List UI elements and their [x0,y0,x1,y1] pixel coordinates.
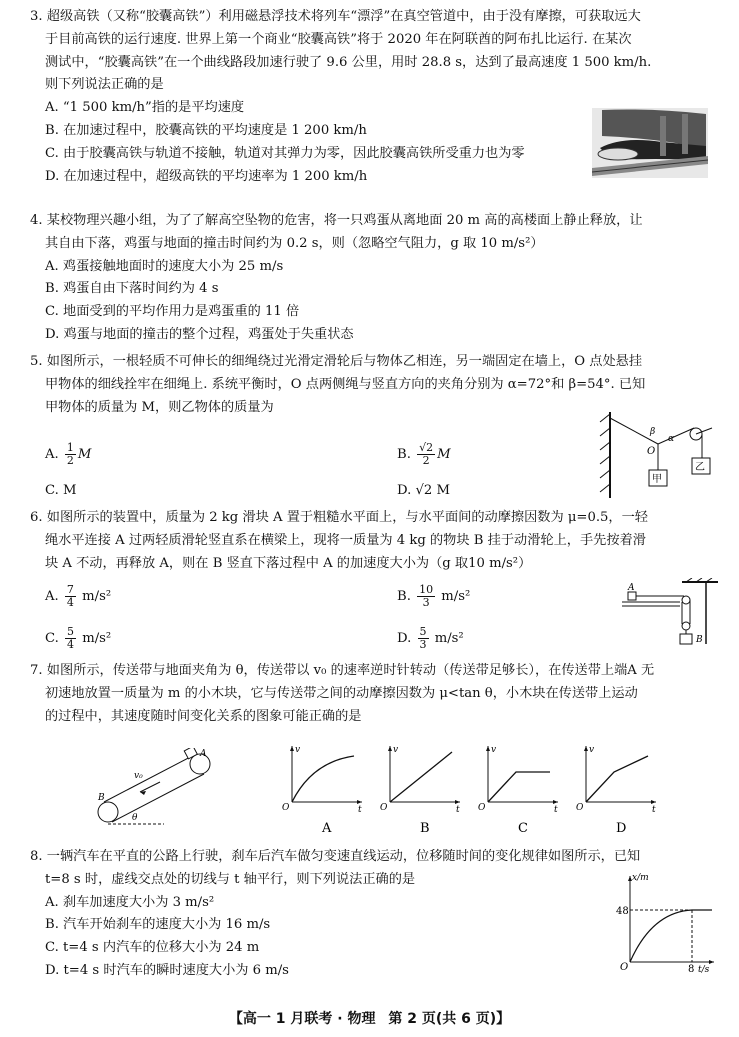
q5-fig-o-label: O [647,446,656,457]
q6-option-a-label: A. [45,589,59,604]
q7-graph-a-t-arrow [357,800,362,804]
q3-option-c: C. 由于胶囊高铁与轨道不接触，轨道对其弹力为零，因此胶囊高铁所受重力也为零 [45,145,525,161]
q7-graph-c-v-label: v [491,745,497,755]
q6-option-b-den: 3 [422,596,430,609]
q6-option-a [30,584,111,609]
q6-line-2: 绳水平连接 A 过两轻质滑轮竖直系在横梁上，现将一质量为 4 kg 的物块 B 挂于动滑轮上，手先按着滑 [45,532,646,548]
q6-option-d [382,626,464,651]
q7-graph-d-v-label: v [589,745,595,755]
q8-option-b: B. 汽车开始刹车的速度大小为 16 m/s [45,917,271,933]
q5-option-b [382,442,451,467]
q3-line-2: 于目前高铁的运行速度. 世界上第一个商业“胶囊高铁”将于 2020 年在阿联酋的阿布扎比运行. 在某次 [45,31,632,47]
q7-graph-d-t-arrow [651,800,656,804]
q7-graph-a-v-arrow [290,746,294,751]
q6-option-c-label: C. [45,631,59,646]
q7-fig-v0-label: v₀ [134,771,143,781]
q5-option-b-den: 2 [422,454,430,467]
q6-option-b-num: 10 [419,583,434,596]
q7-fig-theta-label: θ [132,813,138,823]
footer-title: 【高一 1 月联考 · 物理 [228,1011,376,1027]
page-footer [0,1008,739,1031]
q6-option-b-fraction [417,584,435,609]
q6-option-a-num: 7 [66,583,74,596]
q7-graph-b-t-label: t [456,805,460,815]
q7-graph-d-curve [586,756,648,802]
question-7 [30,660,720,728]
q7-graph-d-t-label: t [652,805,656,815]
q5-option-a-label: A. [45,447,59,462]
q5-line-2: 甲物体的细线拴牢在细绳上. 系统平衡时，O 点两侧绳与竖直方向的夹角分别为 α=72°和 β=54°. 已知 [45,376,646,392]
q3-option-b: B. 在加速过程中，胶囊高铁的平均速度是 1 200 km/h [45,122,367,138]
q5-option-a [30,442,91,467]
q5-option-b-tail: M [437,447,451,462]
q5-option-b-fraction [417,442,435,467]
q6-option-a-den: 4 [66,596,74,609]
q7-graph-c-t-label: t [554,805,558,815]
q6-pulley-figure [620,578,720,648]
q8-line-1: 8. 一辆汽车在平直的公路上行驶，刹车后汽车做匀变速直线运动，位移随时间的变化规律如图所示，已知 [30,849,641,864]
q8-option-d: D. t=4 s 时汽车的瞬时速度大小为 6 m/s [45,962,289,978]
q4-line-2: 其自由下落，鸡蛋与地面的撞击时间约为 0.2 s，则（忽略空气阻力，g 取 10 m/s²） [45,235,544,251]
q6-option-d-den: 3 [419,638,427,651]
q5-pulley-figure [596,408,716,500]
q3-line-3: 测试中，“胶囊高铁”在一个曲线路段加速行驶了 9.6 公里，用时 28.8 s，达到了最高速度 1 500 km/h. [45,54,652,70]
q7-graph-a-v-label: v [295,745,301,755]
q7-graph-b-origin: O [380,803,388,813]
q7-graph-b-v-arrow [388,746,392,751]
hyperloop-train-image [592,108,708,178]
q7-graph-d-label: D [616,821,627,836]
q8-option-a: A. 刹车加速度大小为 3 m/s² [45,894,215,910]
q8-xt-graph [612,870,720,974]
q6-option-c-num: 5 [67,625,75,638]
q5-option-a-den: 2 [66,454,74,467]
q6-option-d-num: 5 [419,625,427,638]
q7-graph-a-origin: O [282,803,290,813]
q6-option-d-label: D. [397,631,412,646]
q5-option-a-tail: M [77,447,92,462]
q5-option-c: C. M [45,483,77,498]
q5-fig-beta-label: β [650,427,656,437]
q7-graph-d-v-arrow [584,746,588,751]
q5-line-1: 5. 如图所示，一根轻质不可伸长的细绳绕过光滑定滑轮后与物体乙相连，另一端固定在墙上，O 点处悬挂 [30,354,643,369]
q7-line-3: 的过程中，其速度随时间变化关系的图象可能正确的是 [45,708,362,724]
q6-option-b-label: B. [397,589,411,604]
footer-page-number: 第 2 页(共 6 页)】 [388,1011,511,1027]
q3-line-4: 则下列说法正确的是 [45,77,164,93]
question-6 [30,507,720,575]
q5-line-3: 甲物体的质量为 M，则乙物体的质量为 [45,399,274,415]
q7-graph-a-label: A [322,821,332,836]
q8-line-2: t=8 s 时，虚线交点处的切线与 t 轴平行，则下列说法正确的是 [45,871,416,887]
q4-line-1: 4. 某校物理兴趣小组，为了了解高空坠物的危害，将一只鸡蛋从离地面 20 m 高的高楼面上静止释放，让 [30,213,643,228]
q4-option-b: B. 鸡蛋自由下落时间约为 4 s [45,281,219,297]
q4-option-d: D. 鸡蛋与地面的撞击的整个过程，鸡蛋处于失重状态 [45,326,354,342]
q6-line-3: 块 A 不动，再释放 A，则在 B 竖直下落过程中 A 的加速度大小为（g 取10 m/s²） [45,555,532,571]
q8-fig-x-tick: 8 [688,964,695,974]
q4-option-a: A. 鸡蛋接触地面时的速度大小为 25 m/s [45,258,284,274]
q7-graph-c-origin: O [478,803,486,813]
q5-option-a-fraction [65,442,76,467]
q6-option-b [382,584,470,609]
q7-fig-a-label: A [200,749,207,759]
q5-option-a-num: 1 [66,441,74,454]
q8-fig-y-tick: 48 [616,906,629,917]
q6-option-c-unit: m/s² [82,631,112,646]
q6-option-a-unit: m/s² [82,589,112,604]
q6-option-c-fraction [65,626,76,651]
q6-option-c-den: 4 [67,638,75,651]
q3-option-a: A. “1 500 km/h”指的是平均速度 [45,100,245,116]
q5-fig-alpha-label: α [668,434,675,444]
q7-graph-a-curve [292,756,354,802]
q7-graph-c-curve [488,772,550,802]
q8-fig-origin: O [620,962,629,973]
q7-conveyor-figure [94,748,224,830]
q7-graph-b-t-arrow [455,800,460,804]
q6-option-a-fraction [65,584,76,609]
q6-line-1: 6. 如图所示的装置中，质量为 2 kg 滑块 A 置于粗糙水平面上，与水平面间的动摩擦因数为 μ=0.5，一轻 [30,510,648,525]
q5-option-b-label: B. [397,447,411,462]
q6-option-c [30,626,111,651]
q7-graph-c-t-arrow [553,800,558,804]
q7-graph-b-label: B [420,821,430,836]
q6-option-d-fraction [418,626,429,651]
q5-fig-jia-label: 甲 [652,474,662,485]
q7-line-2: 初速地放置一质量为 m 的小木块，它与传送带之间的动摩擦因数为 μ<tan θ，小木块在传送带上运动 [45,685,638,701]
q5-option-d: D. √2 M [397,483,450,498]
q7-graph-d-origin: O [576,803,584,813]
q7-graph-c-label: C [518,821,528,836]
question-4 [30,210,720,347]
q7-graph-b-v-label: v [393,745,399,755]
q8-option-c: C. t=4 s 内汽车的位移大小为 24 m [45,940,260,956]
q3-option-d: D. 在加速过程中，超级高铁的平均速率为 1 200 km/h [45,168,368,184]
q7-graph-b-curve [390,752,452,802]
q6-option-d-unit: m/s² [434,631,464,646]
q7-graph-c-v-arrow [486,746,490,751]
q8-fig-y-label: x/m [632,873,649,883]
q4-option-c: C. 地面受到的平均作用力是鸡蛋重的 11 倍 [45,304,300,320]
q5-fig-yi-label: 乙 [695,462,705,473]
q7-vt-graphs [282,740,672,836]
q7-graph-a-t-label: t [358,805,362,815]
q6-fig-b-label: B [696,635,703,645]
q7-line-1: 7. 如图所示，传送带与地面夹角为 θ，传送带以 v₀ 的速率逆时针转动（传送带足够长），在传送带上端A 无 [30,663,655,678]
q7-fig-b-label: B [98,793,105,803]
q3-line-1: 3. 超级高铁（又称“胶囊高铁”）利用磁悬浮技术将列车“漂浮”在真空管道中，由于没有摩擦，可获取远大 [30,9,641,24]
q6-option-b-unit: m/s² [441,589,471,604]
q6-fig-a-label: A [628,583,635,593]
q5-option-b-num: √2 [419,441,434,454]
q8-fig-x-label: t/s [698,965,710,974]
